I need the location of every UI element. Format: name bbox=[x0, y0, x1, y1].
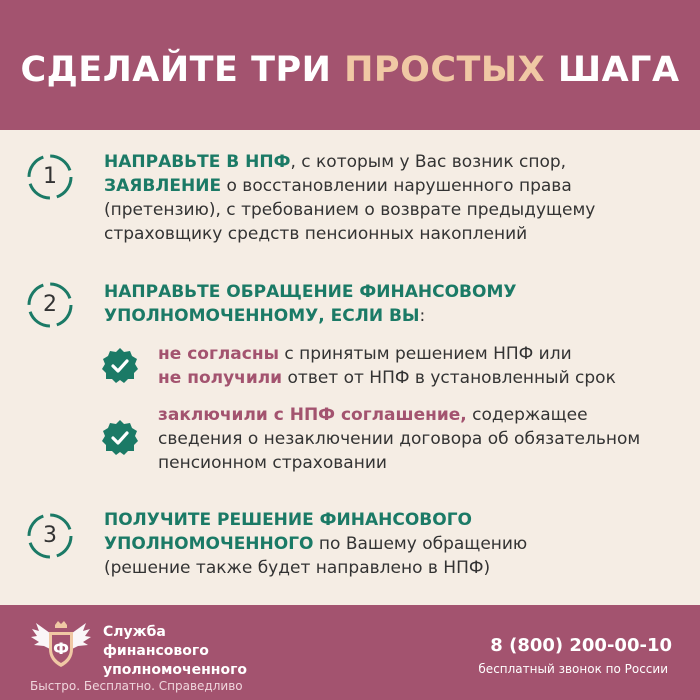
step-1-number-icon bbox=[25, 152, 75, 202]
title-part-1: СДЕЛАЙТЕ ТРИ bbox=[20, 50, 345, 90]
step-1-document: ЗАЯВЛЕНИЕ bbox=[104, 176, 222, 196]
eagle-logo-icon bbox=[28, 619, 94, 671]
phone-number[interactable]: 8 (800) 200-00-10 bbox=[490, 635, 672, 656]
step-3-number-icon bbox=[25, 511, 75, 561]
step-2-number-icon bbox=[25, 280, 75, 330]
step-2-condition-2: заключили с НПФ соглашение, содержащее сведения о незаключении договора об обязательном пенсионном страховании bbox=[158, 405, 641, 473]
check-badge-icon bbox=[101, 347, 139, 385]
step-2-number: 2 bbox=[43, 292, 57, 317]
step-2-condition-1: не согласны с принятым решением НПФ или не получили ответ от НПФ в установленный срок bbox=[158, 344, 616, 388]
slogan: Быстро. Бесплатно. Справедливо bbox=[30, 679, 243, 693]
title-part-2: ШАГА bbox=[545, 50, 680, 90]
logo-letter: Ф bbox=[53, 639, 69, 658]
step-3-text: ПОЛУЧИТЕ РЕШЕНИЕ ФИНАНСОВОГО УПОЛНОМОЧЕННОГО по Вашему обращению (решение также будет направлено в НПФ) bbox=[104, 510, 528, 578]
footer-banner bbox=[0, 605, 700, 700]
step-1-action: НАПРАВЬТЕ В НПФ bbox=[104, 152, 291, 172]
header-banner bbox=[0, 0, 700, 130]
phone-note: бесплатный звонок по России bbox=[478, 662, 668, 676]
check-badge-icon bbox=[101, 419, 139, 457]
step-1-number: 1 bbox=[43, 164, 57, 189]
step-2-heading: НАПРАВЬТЕ ОБРАЩЕНИЕ ФИНАНСОВОМУ УПОЛНОМОЧЕННОМУ, ЕСЛИ ВЫ: bbox=[104, 282, 517, 326]
steps-section bbox=[0, 130, 700, 605]
organization-name: Служба финансового уполномоченного bbox=[103, 624, 248, 678]
page-title bbox=[0, 50, 700, 90]
title-accent: ПРОСТЫХ bbox=[344, 50, 546, 90]
step-3-number: 3 bbox=[43, 523, 57, 548]
step-1-text: НАПРАВЬТЕ В НПФ, с которым у Вас возник спор, ЗАЯВЛЕНИЕ о восстановлении нарушенного права (претензию), с требованием о возврате предыдущему страховщику средств пенсионных накоплений bbox=[104, 152, 596, 244]
